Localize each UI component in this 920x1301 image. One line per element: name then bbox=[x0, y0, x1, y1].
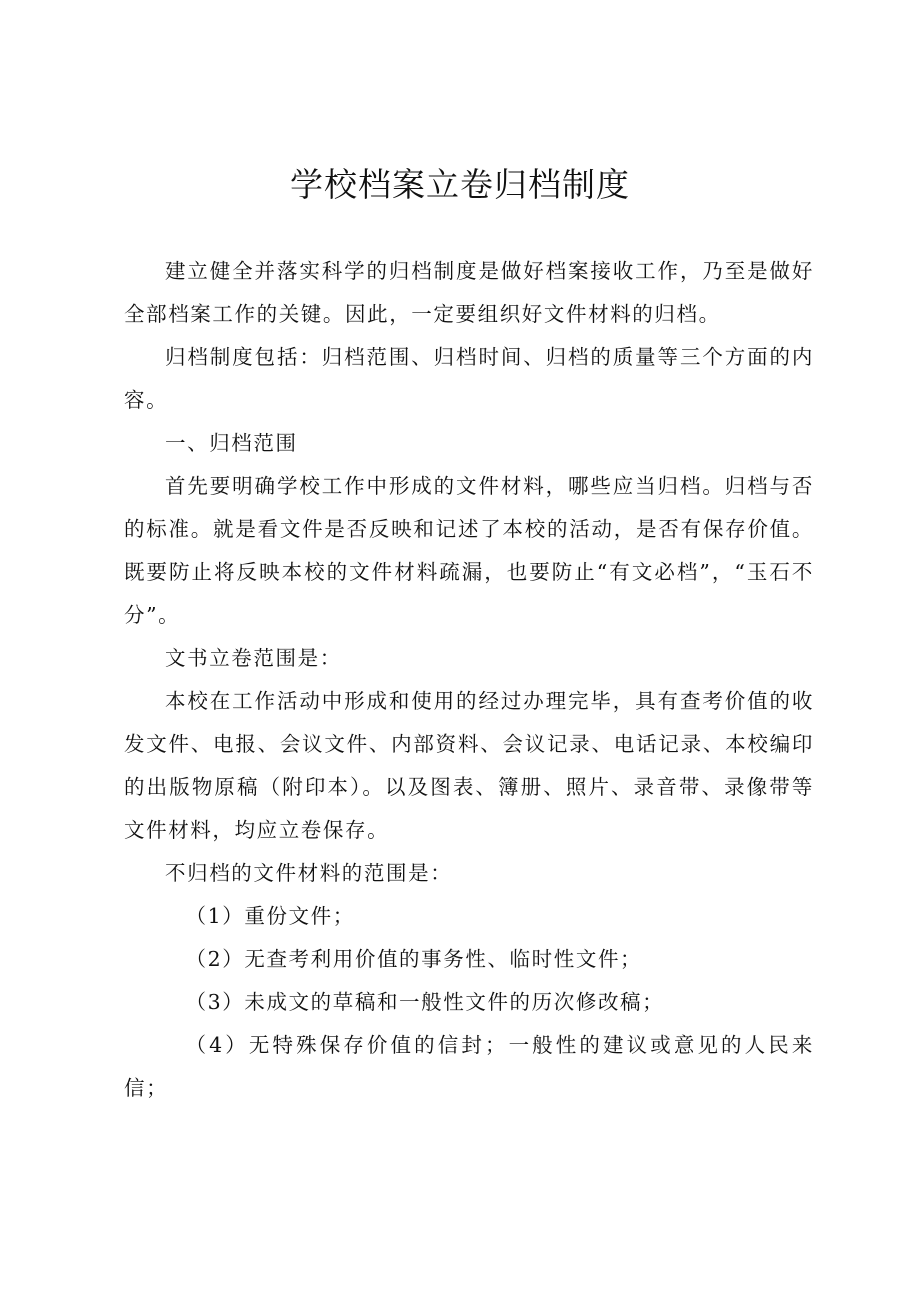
section-heading-archive-scope: 一、归档范围 bbox=[165, 431, 298, 455]
document-title: 学校档案立卷归档制度 bbox=[290, 165, 630, 204]
list-item-1: （1）重份文件； bbox=[185, 904, 355, 928]
list-item-4: （4）无特殊保存价值的信封；一般性的建议或意见的人民来信； bbox=[124, 1033, 814, 1100]
paragraph-scope-summary: 归档制度包括：归档范围、归档时间、归档的质量等三个方面的内容。 bbox=[124, 345, 814, 412]
paragraph-archive-criteria: 首先要明确学校工作中形成的文件材料，哪些应当归档。归档与否的标准。就是看文件是否反映和记述了本校的活动，是否有保存价值。既要防止将反映本校的文件材料疏漏，也要防止“有文必档”，“玉石不分”。 bbox=[124, 474, 814, 627]
paragraph-intro: 建立健全并落实科学的归档制度是做好档案接收工作，乃至是做好全部档案工作的关键。因此，一定要组织好文件材料的归档。 bbox=[124, 259, 814, 326]
list-item-2: （2）无查考利用价值的事务性、临时性文件； bbox=[185, 947, 643, 971]
document-body bbox=[124, 250, 814, 1110]
list-item-3: （3）未成文的草稿和一般性文件的历次修改稿； bbox=[185, 990, 665, 1014]
paragraph-document-scope-label: 文书立卷范围是： bbox=[165, 646, 342, 670]
paragraph-document-scope: 本校在工作活动中形成和使用的经过办理完毕，具有查考价值的收发文件、电报、会议文件、内部资料、会议记录、电话记录、本校编印的出版物原稿（附印本）。以及图表、簿册、照片、录音带、录像带等文件材料，均应立卷保存。 bbox=[124, 689, 814, 842]
paragraph-non-archive-label: 不归档的文件材料的范围是： bbox=[165, 861, 453, 885]
